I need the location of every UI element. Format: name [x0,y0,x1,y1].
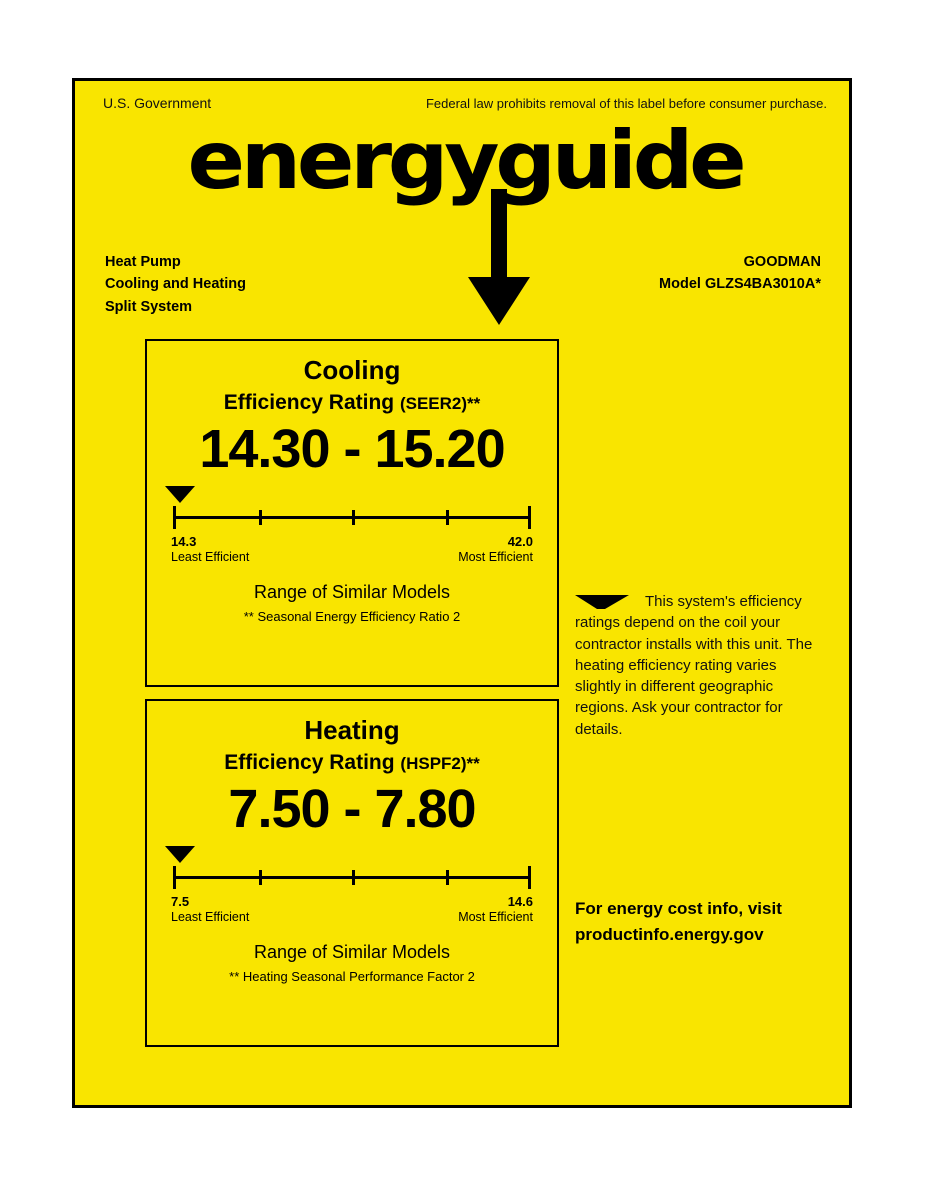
heating-scale-min: 7.5 [171,893,190,909]
product-type-line2: Cooling and Heating [105,276,246,293]
heating-tick-25 [259,870,262,885]
heating-rating-box [145,699,559,1047]
cooling-title: Cooling [303,355,401,385]
cooling-scale-max: 42.0 [507,533,533,549]
down-arrow-icon [460,189,538,329]
energyguide-label [72,78,852,1108]
energy-cost-line1: For energy cost info, visit [575,899,782,918]
wordmark-guide: guide [495,114,743,207]
cooling-metric: (SEER2)** [399,394,481,413]
coil-note [575,591,825,740]
heating-tick-end [528,866,531,889]
heating-subtitle-text: Efficiency Rating [224,751,395,774]
cooling-scale [165,486,539,564]
federal-law-text: Federal law prohibits removal of this label before consumer purchase. [425,96,827,111]
government-text: U.S. Government [103,95,212,111]
wordmark-energy: energy [187,114,496,207]
product-type-line3: Split System [105,298,193,315]
energy-cost-info [575,896,830,947]
cooling-least-efficient-label: Least Efficient [171,549,250,564]
heating-range-text: Range of Similar Models [253,941,451,962]
cooling-tick-end [528,506,531,529]
heating-scale-pointer [165,846,195,863]
heating-tick-50 [352,870,355,885]
energy-cost-url[interactable]: productinfo.energy.gov [575,924,764,944]
cooling-range-text: Range of Similar Models [253,581,451,602]
cooling-most-efficient-label: Most Efficient [458,549,533,564]
heating-title: Heating [304,715,400,745]
cooling-subtitle-text: Efficiency Rating [223,391,395,414]
cooling-tick-start [173,506,176,529]
brand-name: GOODMAN [743,254,821,270]
cooling-tick-75 [446,510,449,525]
heating-value: 7.50 - 7.80 [228,779,476,839]
cooling-footnote: ** Seasonal Energy Efficiency Ratio 2 [243,608,461,624]
product-type [105,251,246,318]
label-header-row [103,95,827,111]
heating-tick-start [173,866,176,889]
cooling-subtitle [147,391,557,415]
heating-tick-75 [446,870,449,885]
heating-least-efficient-label: Least Efficient [171,909,250,924]
cooling-rating-box [145,339,559,687]
cooling-tick-50 [352,510,355,525]
heating-most-efficient-label: Most Efficient [458,909,533,924]
heating-scale [165,846,539,924]
cooling-scale-pointer [165,486,195,503]
model-number: Model GLZS4BA3010A* [659,276,821,293]
coil-note-text: This system's efficiency ratings depend on the coil your contractor installs with this unit. The heating efficiency rating varies slightly in different geographic regions. Ask your contractor for details. [575,593,813,738]
heating-subtitle [147,751,557,775]
cooling-tick-25 [259,510,262,525]
heating-footnote: ** Heating Seasonal Performance Factor 2 [229,968,475,984]
cooling-value: 14.30 - 15.20 [199,419,505,479]
pointer-marker-icon [575,595,629,609]
product-type-line1: Heat Pump [105,254,181,270]
cooling-scale-min: 14.3 [171,533,197,549]
brand-model [659,251,821,296]
heating-metric: (HSPF2)** [400,754,480,773]
heating-scale-max: 14.6 [507,893,533,909]
